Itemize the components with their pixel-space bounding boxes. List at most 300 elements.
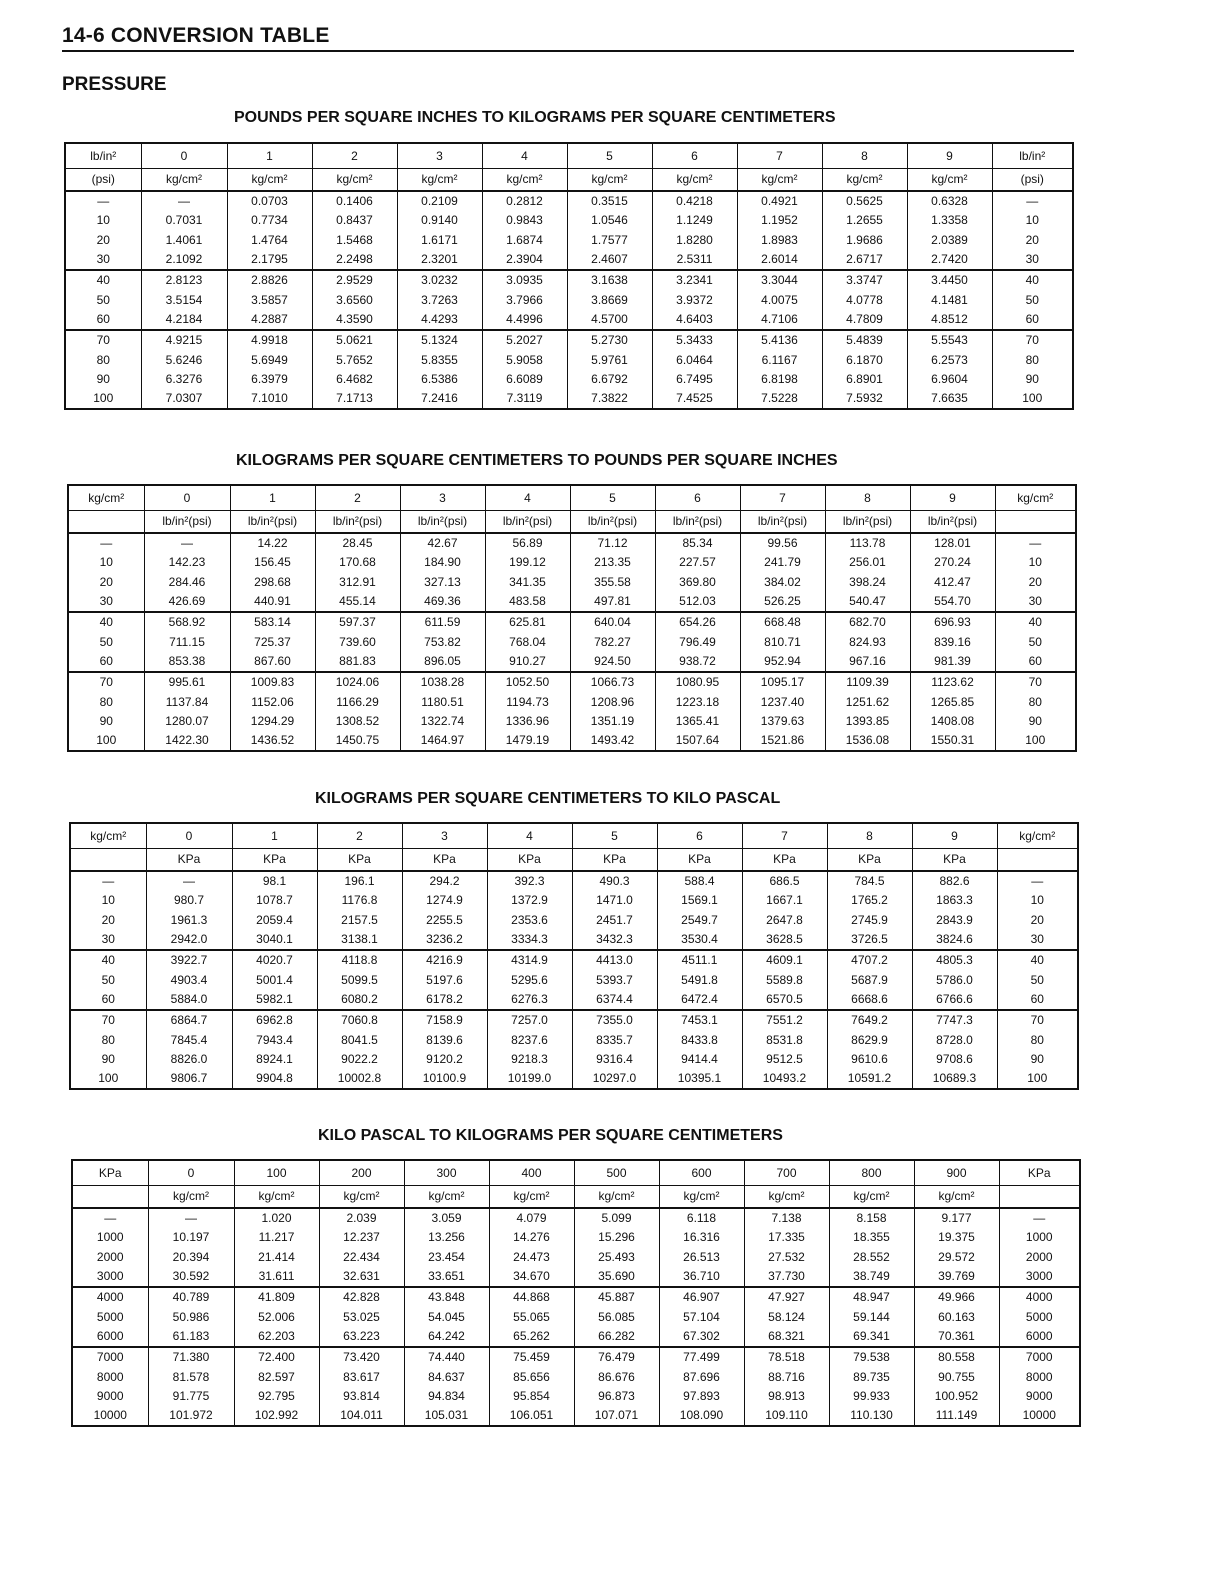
table-row-cell: 7158.9: [402, 1010, 487, 1030]
table-row-cell: 5393.7: [572, 970, 657, 989]
table-header-row-cell: 900: [914, 1160, 999, 1186]
table-row-cell: 60: [992, 310, 1073, 330]
table-row-cell: 7.1010: [227, 389, 312, 409]
table-header-row-cell: 600: [659, 1160, 744, 1186]
table-unit-row-cell: kg/cm²: [822, 169, 907, 192]
table-row-cell: 96.873: [574, 1387, 659, 1406]
table-row-cell: 6000: [999, 1327, 1080, 1347]
table-row-cell: 90: [70, 1050, 146, 1069]
table-row-cell: 10.197: [148, 1228, 234, 1247]
table-row-cell: 512.03: [655, 592, 740, 612]
table-unit-row-cell: lb/in²(psi): [315, 511, 400, 534]
table-row-cell: 4707.2: [827, 950, 912, 970]
table-row-cell: 47.927: [744, 1287, 829, 1307]
section-title: PRESSURE: [62, 74, 167, 95]
table-row-cell: 5589.8: [742, 970, 827, 989]
table-header-row-cell: 500: [574, 1160, 659, 1186]
table-row: [68, 712, 1076, 731]
table-row-cell: 92.795: [234, 1387, 319, 1406]
table-row-cell: 1176.8: [317, 891, 402, 910]
table-row-cell: 7.3119: [482, 389, 567, 409]
table-row-cell: 41.809: [234, 1287, 319, 1307]
table-row-cell: 4.079: [489, 1208, 574, 1228]
table-row-cell: 4118.8: [317, 950, 402, 970]
table-row-cell: 99.933: [829, 1387, 914, 1406]
table-row-cell: 2.7420: [907, 250, 992, 270]
table-row-cell: 6080.2: [317, 990, 402, 1010]
table-row: [68, 553, 1076, 572]
table-row: [70, 891, 1078, 910]
table-row-cell: 1.8280: [652, 231, 737, 250]
table-row-cell: 938.72: [655, 652, 740, 672]
table-row-cell: 2549.7: [657, 911, 742, 930]
table-row-cell: 227.57: [655, 553, 740, 572]
table-unit-row-cell: kg/cm²: [319, 1186, 404, 1209]
table-row-cell: 9000: [72, 1387, 148, 1406]
table-row-cell: 70: [68, 672, 144, 692]
table-header-row-cell: 0: [141, 143, 227, 169]
table-row-cell: 3.9372: [652, 290, 737, 309]
table-row-cell: 2000: [72, 1248, 148, 1267]
table-header-row: [72, 1160, 1080, 1186]
table-row-cell: 4.2887: [227, 310, 312, 330]
table-row-cell: 9708.6: [912, 1050, 997, 1069]
table-unit-row-cell: lb/in²(psi): [910, 511, 995, 534]
table-row-cell: 896.05: [400, 652, 485, 672]
table-row: [68, 592, 1076, 612]
table-row: [68, 573, 1076, 592]
table-row-cell: 2.6014: [737, 250, 822, 270]
table-row-cell: 3.4450: [907, 270, 992, 290]
table-row-cell: 55.065: [489, 1307, 574, 1326]
table-row-cell: 36.710: [659, 1267, 744, 1287]
table-header-row-cell: 8: [827, 823, 912, 849]
table-row-cell: 1479.19: [485, 731, 570, 751]
table-row-cell: 3.8669: [567, 290, 652, 309]
table-row-cell: 241.79: [740, 553, 825, 572]
table-row-cell: 2.3904: [482, 250, 567, 270]
table-header-row-cell: 3: [400, 485, 485, 511]
table-row-cell: 67.302: [659, 1327, 744, 1347]
table-row-cell: 1765.2: [827, 891, 912, 910]
table-title-kpa-to-kgcm2: KILO PASCAL TO KILOGRAMS PER SQUARE CENTIMETERS: [318, 1127, 783, 1144]
table-unit-row-cell: kg/cm²: [489, 1186, 574, 1209]
table-row-cell: 1180.51: [400, 692, 485, 711]
table-row-cell: 1450.75: [315, 731, 400, 751]
table-unit-row-cell: kg/cm²: [482, 169, 567, 192]
table-row-cell: 10493.2: [742, 1069, 827, 1089]
table-row-cell: 80: [997, 1030, 1078, 1049]
table-row: [65, 350, 1073, 369]
table-unit-row-cell: lb/in²(psi): [144, 511, 230, 534]
table-unit-row-cell: kg/cm²: [404, 1186, 489, 1209]
table-row-cell: 4.9215: [141, 330, 227, 350]
table-row-cell: 3000: [72, 1267, 148, 1287]
table-row-cell: 184.90: [400, 553, 485, 572]
table-row-cell: 1521.86: [740, 731, 825, 751]
table-row-cell: 12.237: [319, 1228, 404, 1247]
table-row-cell: 5.5543: [907, 330, 992, 350]
table-row-cell: 1.6171: [397, 231, 482, 250]
table-header-row-cell: 7: [742, 823, 827, 849]
table-header-row-cell: kg/cm²: [997, 823, 1078, 849]
table-row-cell: 5001.4: [232, 970, 317, 989]
table-unit-row: [72, 1186, 1080, 1209]
table-row-cell: 108.090: [659, 1406, 744, 1426]
table-row-cell: 597.37: [315, 612, 400, 632]
table-row-cell: 4.4996: [482, 310, 567, 330]
table-row-cell: 93.814: [319, 1387, 404, 1406]
table-header-row-cell: 9: [912, 823, 997, 849]
table-row-cell: 1.8983: [737, 231, 822, 250]
table-row-cell: 540.47: [825, 592, 910, 612]
table-row-cell: 4609.1: [742, 950, 827, 970]
table-row-cell: 753.82: [400, 632, 485, 651]
table-row-cell: 0.4218: [652, 191, 737, 211]
table-row-cell: 50: [65, 290, 141, 309]
table-row-cell: 1.2655: [822, 211, 907, 230]
table-row-cell: 796.49: [655, 632, 740, 651]
table-row-cell: 784.5: [827, 871, 912, 891]
table-header-row-cell: 9: [910, 485, 995, 511]
table-row-cell: 3.0232: [397, 270, 482, 290]
table-header-row-cell: kg/cm²: [68, 485, 144, 511]
table-row-cell: 70: [65, 330, 141, 350]
table-row-cell: 8.158: [829, 1208, 914, 1228]
table-row-cell: 2942.0: [146, 930, 232, 950]
table-unit-row-cell: lb/in²(psi): [485, 511, 570, 534]
table-row-cell: 82.597: [234, 1367, 319, 1386]
table-row-cell: 16.316: [659, 1228, 744, 1247]
table-row: [65, 270, 1073, 290]
table-row-cell: 1.7577: [567, 231, 652, 250]
table-row-cell: 2353.6: [487, 911, 572, 930]
table-row-cell: 2255.5: [402, 911, 487, 930]
table-row-cell: 1436.52: [230, 731, 315, 751]
table-row-cell: —: [999, 1208, 1080, 1228]
table-row-cell: 3.1638: [567, 270, 652, 290]
table-row-cell: 5.099: [574, 1208, 659, 1228]
table-row-cell: 1471.0: [572, 891, 657, 910]
table-header-row-cell: 6: [652, 143, 737, 169]
table-row-cell: 13.256: [404, 1228, 489, 1247]
table-row-cell: 2.039: [319, 1208, 404, 1228]
table-row: [72, 1228, 1080, 1247]
table-row-cell: 1000: [999, 1228, 1080, 1247]
table-row-cell: 6.0464: [652, 350, 737, 369]
table-title-psi-to-kgcm2: POUNDS PER SQUARE INCHES TO KILOGRAMS PER SQUARE CENTIMETERS: [234, 109, 836, 126]
table-row-cell: 74.440: [404, 1347, 489, 1367]
table-unit-row-cell: KPa: [657, 849, 742, 872]
table-row-cell: 10: [65, 211, 141, 230]
table-row-cell: 5.9761: [567, 350, 652, 369]
table-row-cell: 881.83: [315, 652, 400, 672]
table-row: [68, 632, 1076, 651]
table-unit-row-cell: [999, 1186, 1080, 1209]
table-row-cell: 6.6089: [482, 370, 567, 389]
table-row-cell: 8531.8: [742, 1030, 827, 1049]
table-row-cell: 284.46: [144, 573, 230, 592]
table-row-cell: 70: [995, 672, 1076, 692]
table-row-cell: 40: [992, 270, 1073, 290]
table-row-cell: 3.6560: [312, 290, 397, 309]
table-row-cell: 6.1167: [737, 350, 822, 369]
table-row-cell: 568.92: [144, 612, 230, 632]
table-row: [65, 370, 1073, 389]
table-row-cell: 80: [995, 692, 1076, 711]
table-row-cell: 7.138: [744, 1208, 829, 1228]
table-header-row-cell: 5: [570, 485, 655, 511]
table-header-row-cell: 9: [907, 143, 992, 169]
table-row-cell: 81.578: [148, 1367, 234, 1386]
conversion-table-psi-to-kgcm2: [64, 142, 1074, 410]
table-row-cell: 20: [70, 911, 146, 930]
table-row-cell: 34.670: [489, 1267, 574, 1287]
table-row-cell: 60: [68, 652, 144, 672]
table-row-cell: 94.834: [404, 1387, 489, 1406]
table-row-cell: 4.5700: [567, 310, 652, 330]
table-row-cell: 8728.0: [912, 1030, 997, 1049]
table-row-cell: 9904.8: [232, 1069, 317, 1089]
table-row-cell: 6374.4: [572, 990, 657, 1010]
conversion-table-kpa-to-kgcm2: [71, 1159, 1081, 1427]
table-row-cell: 7355.0: [572, 1010, 657, 1030]
table-unit-row: [68, 511, 1076, 534]
table-row: [68, 612, 1076, 632]
table-row-cell: 8000: [72, 1367, 148, 1386]
table-row-cell: 66.282: [574, 1327, 659, 1347]
table-row-cell: 4000: [72, 1287, 148, 1307]
table-row-cell: 1.4764: [227, 231, 312, 250]
table-row-cell: 392.3: [487, 871, 572, 891]
table-row-cell: 6.6792: [567, 370, 652, 389]
table-row-cell: 78.518: [744, 1347, 829, 1367]
table-row-cell: 57.104: [659, 1307, 744, 1326]
table-row-cell: 1351.19: [570, 712, 655, 731]
table-row-cell: 1422.30: [144, 731, 230, 751]
table-row-cell: 9414.4: [657, 1050, 742, 1069]
table-row-cell: 5687.9: [827, 970, 912, 989]
table-row-cell: 2157.5: [317, 911, 402, 930]
table-row-cell: 6.2573: [907, 350, 992, 369]
page-header: [62, 24, 1074, 52]
table-row-cell: 7.0307: [141, 389, 227, 409]
table-row-cell: 6.3276: [141, 370, 227, 389]
table-row: [68, 692, 1076, 711]
table-row-cell: 4.7106: [737, 310, 822, 330]
table-row-cell: 0.6328: [907, 191, 992, 211]
table-row-cell: 455.14: [315, 592, 400, 612]
table-row-cell: 5786.0: [912, 970, 997, 989]
table-row-cell: 497.81: [570, 592, 655, 612]
table-row-cell: 24.473: [489, 1248, 574, 1267]
table-row: [72, 1367, 1080, 1386]
table-header-row-cell: 2: [312, 143, 397, 169]
table-row-cell: 86.676: [574, 1367, 659, 1386]
table-row: [70, 970, 1078, 989]
table-row: [68, 652, 1076, 672]
table-row-cell: 8335.7: [572, 1030, 657, 1049]
table-unit-row-cell: KPa: [742, 849, 827, 872]
table-row-cell: 6.1870: [822, 350, 907, 369]
table-row-cell: 9022.2: [317, 1050, 402, 1069]
table-row-cell: 4314.9: [487, 950, 572, 970]
table-row-cell: 59.144: [829, 1307, 914, 1326]
table-row-cell: 270.24: [910, 553, 995, 572]
table-row-cell: 4.7809: [822, 310, 907, 330]
table-header-row: [70, 823, 1078, 849]
table-row-cell: 0.7734: [227, 211, 312, 230]
table-row-cell: 100: [992, 389, 1073, 409]
table-header-row-cell: 0: [148, 1160, 234, 1186]
table-row-cell: —: [70, 871, 146, 891]
table-row-cell: 60: [70, 990, 146, 1010]
table-row-cell: 100: [65, 389, 141, 409]
table-row-cell: 6000: [72, 1327, 148, 1347]
table-row-cell: 298.68: [230, 573, 315, 592]
table-row-cell: 18.355: [829, 1228, 914, 1247]
table-row-cell: 9000: [999, 1387, 1080, 1406]
table-row-cell: 0.8437: [312, 211, 397, 230]
table-row: [72, 1387, 1080, 1406]
table-row-cell: 1.3358: [907, 211, 992, 230]
table-row-cell: 111.149: [914, 1406, 999, 1426]
table-row-cell: 9218.3: [487, 1050, 572, 1069]
table-row-cell: 65.262: [489, 1327, 574, 1347]
table-row-cell: 23.454: [404, 1248, 489, 1267]
table-row-cell: 1052.50: [485, 672, 570, 692]
table-row-cell: 981.39: [910, 652, 995, 672]
table-row-cell: —: [68, 533, 144, 553]
table-row-cell: 1.6874: [482, 231, 567, 250]
table-row-cell: 5295.6: [487, 970, 572, 989]
table-row-cell: 71.12: [570, 533, 655, 553]
table-header-row-cell: 200: [319, 1160, 404, 1186]
table-row-cell: 196.1: [317, 871, 402, 891]
table-row-cell: 3922.7: [146, 950, 232, 970]
table-unit-row-cell: [72, 1186, 148, 1209]
table-unit-row-cell: [70, 849, 146, 872]
table-row-cell: 83.617: [319, 1367, 404, 1386]
table-row-cell: 95.854: [489, 1387, 574, 1406]
table-row-cell: 38.749: [829, 1267, 914, 1287]
table-row-cell: 100: [70, 1069, 146, 1089]
table-row-cell: 30: [995, 592, 1076, 612]
table-unit-row-cell: [68, 511, 144, 534]
table-row-cell: 10: [995, 553, 1076, 572]
table-row-cell: 56.085: [574, 1307, 659, 1326]
table-row-cell: 91.775: [148, 1387, 234, 1406]
table-row-cell: 8924.1: [232, 1050, 317, 1069]
table-header-row-cell: 4: [487, 823, 572, 849]
table-row-cell: 1.9686: [822, 231, 907, 250]
table-row-cell: 58.124: [744, 1307, 829, 1326]
table-row-cell: 20: [997, 911, 1078, 930]
table-row-cell: 490.3: [572, 871, 657, 891]
table-row-cell: 109.110: [744, 1406, 829, 1426]
table-row-cell: 7257.0: [487, 1010, 572, 1030]
table-row-cell: 1550.31: [910, 731, 995, 751]
table-row-cell: 1251.62: [825, 692, 910, 711]
table-row-cell: 4.8512: [907, 310, 992, 330]
table-row-cell: 3138.1: [317, 930, 402, 950]
table-row-cell: 20: [65, 231, 141, 250]
table-row: [70, 1030, 1078, 1049]
table-row-cell: 107.071: [574, 1406, 659, 1426]
table-row-cell: 952.94: [740, 652, 825, 672]
table-row-cell: 40.789: [148, 1287, 234, 1307]
table-row-cell: 8826.0: [146, 1050, 232, 1069]
table-row: [70, 911, 1078, 930]
table-row-cell: 1961.3: [146, 911, 232, 930]
table-unit-row-cell: kg/cm²: [227, 169, 312, 192]
table-row-cell: —: [141, 191, 227, 211]
table-row-cell: 6.4682: [312, 370, 397, 389]
table-row-cell: 3334.3: [487, 930, 572, 950]
table-row-cell: 355.58: [570, 573, 655, 592]
table-row: [65, 330, 1073, 350]
table-unit-row-cell: kg/cm²: [312, 169, 397, 192]
table-row-cell: 5.7652: [312, 350, 397, 369]
table-row-cell: 89.735: [829, 1367, 914, 1386]
table-unit-row-cell: (psi): [992, 169, 1073, 192]
table-row-cell: 1464.97: [400, 731, 485, 751]
table-row-cell: 924.50: [570, 652, 655, 672]
table-row: [65, 191, 1073, 211]
conversion-table-kgcm2-to-psi: [67, 484, 1077, 752]
table-row-cell: 8041.5: [317, 1030, 402, 1049]
table-row-cell: 5.2027: [482, 330, 567, 350]
table-unit-row-cell: KPa: [402, 849, 487, 872]
table-unit-row-cell: kg/cm²: [234, 1186, 319, 1209]
table-row-cell: —: [146, 871, 232, 891]
table-unit-row-cell: lb/in²(psi): [740, 511, 825, 534]
table-row-cell: 483.58: [485, 592, 570, 612]
table-row-cell: 2.1795: [227, 250, 312, 270]
table-row-cell: 4.3590: [312, 310, 397, 330]
table-row: [68, 533, 1076, 553]
table-row-cell: 3.3044: [737, 270, 822, 290]
table-row: [68, 731, 1076, 751]
table-row-cell: 26.513: [659, 1248, 744, 1267]
table-row-cell: 4.1481: [907, 290, 992, 309]
table-row-cell: 30: [997, 930, 1078, 950]
table-row-cell: 84.637: [404, 1367, 489, 1386]
table-row-cell: 60.163: [914, 1307, 999, 1326]
table-row-cell: 625.81: [485, 612, 570, 632]
table-row: [70, 930, 1078, 950]
table-row-cell: 426.69: [144, 592, 230, 612]
table-unit-row-cell: kg/cm²: [914, 1186, 999, 1209]
table-row-cell: 100: [995, 731, 1076, 751]
table-row-cell: 1066.73: [570, 672, 655, 692]
table-row-cell: 3.5857: [227, 290, 312, 309]
table-row-cell: 8139.6: [402, 1030, 487, 1049]
table-row-cell: 0.0703: [227, 191, 312, 211]
table-row-cell: 1223.18: [655, 692, 740, 711]
table-header-row-cell: 6: [655, 485, 740, 511]
table-row: [70, 950, 1078, 970]
table-row-cell: 20.394: [148, 1248, 234, 1267]
table-unit-row-cell: lb/in²(psi): [825, 511, 910, 534]
table-row-cell: 4.0778: [822, 290, 907, 309]
table-row-cell: 6962.8: [232, 1010, 317, 1030]
table-unit-row-cell: KPa: [912, 849, 997, 872]
table-unit-row-cell: kg/cm²: [397, 169, 482, 192]
table-row-cell: 294.2: [402, 871, 487, 891]
table-row-cell: 10: [997, 891, 1078, 910]
table-row-cell: 5000: [999, 1307, 1080, 1326]
